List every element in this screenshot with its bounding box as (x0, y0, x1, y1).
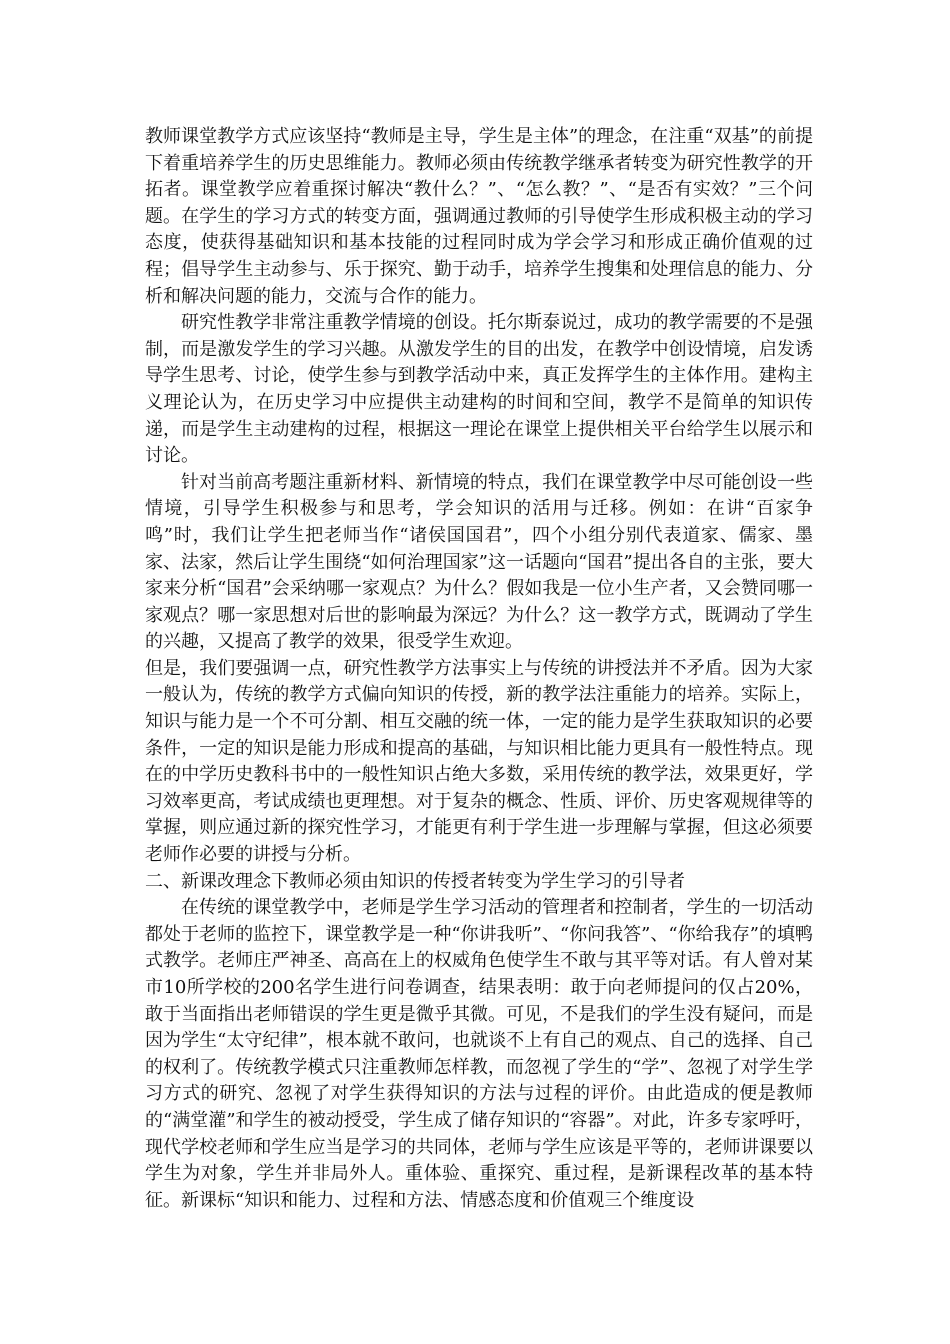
section-heading: 二、新课改理念下教师必须由知识的传授者转变为学生学习的引导者 (145, 870, 685, 892)
paragraph-2: 研究性教学非常注重教学情境的创设。托尔斯泰说过，成功的教学需要的不是强制，而是激发学生的学习兴趣。从激发学生的目的出发，在教学中创设情境，启发诱导学生思考、讨论，使学生参与到教学活动中来，真正发挥学生的主体作用。建构主义理论认为，在历史学习中应提供主动建构的时间和空间，教学不是简单的知识传递，而是学生主动建构的过程，根据这一理论在课堂上提供相关平台给学生以展示和讨论。 (145, 312, 813, 467)
paragraph-4: 但是，我们要强调一点，研究性教学方法事实上与传统的讲授法并不矛盾。因为大家一般认为，传统的教学方式偏向知识的传授，新的教学法注重能力的培养。实际上，知识与能力是一个不可分割、相互交融的统一体，一定的能力是学生获取知识的必要条件，一定的知识是能力形成和提高的基础，与知识相比能力更具有一般性特点。现在的中学历史教科书中的一般性知识占绝大多数，采用传统的教学法，效果更好，学习效率更高，考试成绩也更理想。对于复杂的概念、性质、评价、历史客观规律等的掌握，则应通过新的探究性学习，才能更有利于学生进一步理解与掌握，但这必须要老师作必要的讲授与分析。 (145, 657, 813, 866)
document-page (145, 124, 813, 1214)
paragraph-3: 针对当前高考题注重新材料、新情境的特点，我们在课堂教学中尽可能创设一些情境，引导学生积极参与和思考，学会知识的活用与迁移。例如：在讲“百家争鸣”时，我们让学生把老师当作“诸侯国国君”，四个小组分别代表道家、儒家、墨家、法家，然后让学生围绕“如何治理国家”这一话题向“国君”提出各自的主张，要大家来分析“国君”会采纳哪一家观点？为什么？假如我是一位小生产者，又会赞同哪一家观点？哪一家思想对后世的影响最为深远？为什么？这一教学方式，既调动了学生的兴趣，又提高了教学的效果，很受学生欢迎。 (145, 471, 813, 653)
paragraph-5: 在传统的课堂教学中，老师是学生学习活动的管理者和控制者，学生的一切活动都处于老师的监控下，课堂教学是一种“你讲我听”、“你问我答”、“你给我存”的填鸭式教学。老师庄严神圣、高高在上的权威角色使学生不敢与其平等对话。有人曾对某市10所学校的200名学生进行问卷调查，结果表明：敢于向老师提问的仅占20%，敢于当面指出老师错误的学生更是微乎其微。可见，不是我们的学生没有疑问，而是因为学生“太守纪律”，根本就不敢问，也就谈不上有自己的观点、自己的选择、自己的权利了。传统教学模式只注重教师怎样教，而忽视了学生的“学”、忽视了对学生学习方式的研究、忽视了对学生获得知识的方法与过程的评价。由此造成的便是教师的“满堂灌”和学生的被动授受，学生成了储存知识的“容器”。对此，许多专家呼吁，现代学校老师和学生应当是学习的共同体，老师与学生应该是平等的，老师讲课要以学生为对象，学生并非局外人。重体验、重探究、重过程，是新课程改革的基本特征。新课标“知识和能力、过程和方法、情感态度和价值观三个维度设 (145, 897, 813, 1211)
paragraph-1: 教师课堂教学方式应该坚持“教师是主导，学生是主体”的理念，在注重“双基”的前提下着重培养学生的历史思维能力。教师必须由传统教学继承者转变为研究性教学的开拓者。课堂教学应着重探讨解决“教什么？”、“怎么教？”、“是否有实效？”三个问题。在学生的学习方式的转变方面，强调通过教师的引导使学生形成积极主动的学习态度，使获得基础知识和基本技能的过程同时成为学会学习和形成正确价值观的过程；倡导学生主动参与、乐于探究、勤于动手，培养学生搜集和处理信息的能力、分析和解决问题的能力，交流与合作的能力。 (145, 126, 813, 307)
